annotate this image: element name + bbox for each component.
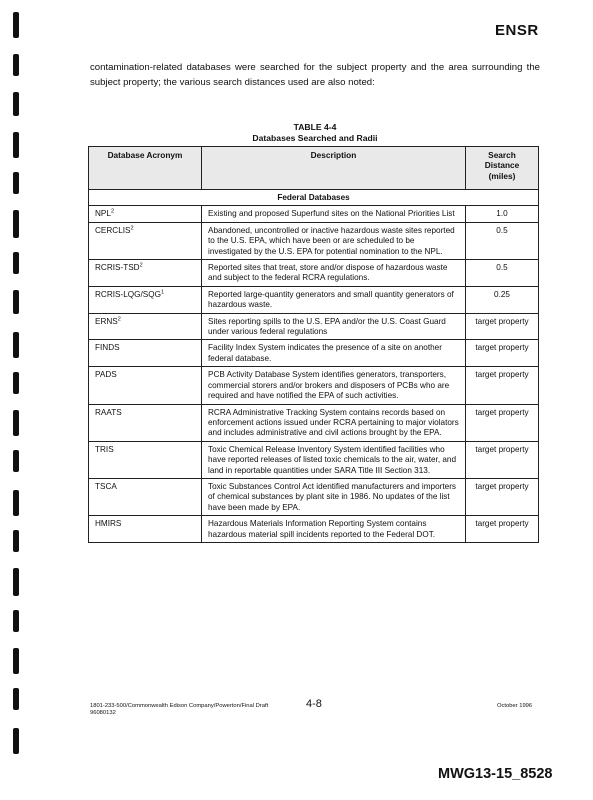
- table-row: [89, 367, 539, 404]
- description-cell: Hazardous Materials Information Reporting System contains hazardous material spill incidents reported to the Federal DOT.: [202, 516, 466, 543]
- search-distance-cell: target property: [466, 478, 539, 515]
- acronym-text: RCRIS-LQG/SQG: [95, 289, 161, 299]
- acronym-text: HMIRS: [95, 519, 122, 529]
- table-row: [89, 313, 539, 340]
- acronym-cell: [89, 516, 202, 543]
- footnote-marker: 1: [160, 289, 165, 296]
- description-cell: PCB Activity Database System identifies generators, transporters, commercial storers and/or brokers and disposers of PCBs who are required and have notified the EPA of such activities.: [202, 367, 466, 404]
- section-row: [89, 190, 539, 206]
- acronym-cell: [89, 260, 202, 287]
- doc-id: 96080132: [90, 710, 116, 716]
- databases-table: [88, 146, 539, 543]
- binding-mark: [13, 568, 19, 596]
- binding-mark: [13, 290, 19, 314]
- description-cell: Reported large-quantity generators and small quantity generators of hazardous waste.: [202, 286, 466, 313]
- acronym-cell: [89, 478, 202, 515]
- acronym-text: NPL: [95, 209, 111, 219]
- binding-mark: [13, 12, 19, 38]
- binding-mark: [13, 92, 19, 116]
- acronym-text: PADS: [95, 370, 117, 380]
- description-cell: Existing and proposed Superfund sites on the National Priorities List: [202, 206, 466, 222]
- binding-mark: [13, 648, 19, 674]
- table-row: [89, 222, 539, 259]
- description-cell: Facility Index System indicates the presence of a site on another federal database.: [202, 340, 466, 367]
- company-logo: ENSR: [495, 22, 539, 39]
- footer-date: October 1996: [497, 703, 533, 709]
- search-distance-cell: target property: [466, 313, 539, 340]
- binding-mark: [13, 530, 19, 552]
- binding-mark: [13, 132, 19, 158]
- acronym-cell: [89, 206, 202, 222]
- acronym-cell: [89, 367, 202, 404]
- footnote-marker: 2: [110, 208, 114, 215]
- binding-mark: [13, 490, 19, 516]
- acronym-text: TSCA: [95, 481, 117, 491]
- acronym-text: FINDS: [95, 343, 120, 353]
- binding-mark: [13, 450, 19, 472]
- intro-paragraph: contamination-related databases were searched for the subject property and the area surrounding the subject property; the various search distances used are also noted:: [90, 62, 540, 88]
- acronym-text: TRIS: [95, 444, 114, 454]
- binding-mark: [13, 54, 19, 76]
- binding-mark: [13, 688, 19, 710]
- description-cell: Toxic Chemical Release Inventory System identified facilities who have reported releases of listed toxic chemicals to the air, water, and land in reportable quantities under SARA Title III Section 313.: [202, 441, 466, 478]
- acronym-text: CERCLIS: [95, 225, 131, 235]
- description-cell: RCRA Administrative Tracking System contains records based on enforcement actions issued under RCRA pertaining to major violators and includes administrative and civil actions brought by the EPA.: [202, 404, 466, 441]
- binding-mark: [13, 610, 19, 632]
- doc-reference: 1801-233-500/Commonwealth Edison Company/Powerton/Final Draft: [90, 703, 269, 709]
- search-distance-cell: target property: [466, 367, 539, 404]
- acronym-text: ERNS: [95, 316, 118, 326]
- description-cell: Abandoned, uncontrolled or inactive hazardous waste sites reported to the U.S. EPA, which have been or are scheduled to be investigated by the U.S. EPA for potential nomination to the NPL.: [202, 222, 466, 259]
- acronym-cell: [89, 222, 202, 259]
- footnote-marker: 2: [117, 315, 121, 322]
- acronym-cell: [89, 286, 202, 313]
- header-search-distance: Search Distance (miles): [466, 147, 539, 190]
- search-distance-cell: target property: [466, 340, 539, 367]
- acronym-cell: [89, 441, 202, 478]
- header-acronym: Database Acronym: [89, 147, 202, 190]
- search-distance-cell: target property: [466, 404, 539, 441]
- table-caption: [90, 122, 540, 144]
- bates-number: MWG13-15_8528: [438, 766, 553, 782]
- page-number: 4-8: [306, 698, 322, 710]
- table-row: [89, 206, 539, 222]
- description-cell: Sites reporting spills to the U.S. EPA and/or the U.S. Coast Guard under various federal regulations: [202, 313, 466, 340]
- table-row: [89, 441, 539, 478]
- footnote-marker: 2: [139, 262, 143, 269]
- acronym-text: RCRIS-TSD: [95, 263, 140, 273]
- table-row: [89, 340, 539, 367]
- description-cell: Reported sites that treat, store and/or dispose of hazardous waste and subject to the federal RCRA regulations.: [202, 260, 466, 287]
- table-row: [89, 286, 539, 313]
- table-title: Databases Searched and Radii: [252, 133, 378, 143]
- binding-mark: [13, 728, 19, 754]
- search-distance-cell: 0.5: [466, 260, 539, 287]
- binding-mark: [13, 372, 19, 394]
- acronym-cell: [89, 404, 202, 441]
- search-distance-cell: 1.0: [466, 206, 539, 222]
- table-row: [89, 516, 539, 543]
- acronym-cell: [89, 313, 202, 340]
- binding-mark: [13, 410, 19, 436]
- binding-mark: [13, 172, 19, 194]
- table-row: [89, 478, 539, 515]
- binding-mark: [13, 210, 19, 238]
- search-distance-cell: target property: [466, 441, 539, 478]
- binding-mark: [13, 252, 19, 274]
- description-cell: Toxic Substances Control Act identified manufacturers and importers of chemical substances by plant site in 1986. No updates of the list have been made by EPA.: [202, 478, 466, 515]
- footnote-marker: 2: [130, 225, 134, 232]
- table-row: [89, 260, 539, 287]
- table-header-row: [89, 147, 539, 190]
- search-distance-cell: 0.5: [466, 222, 539, 259]
- acronym-text: RAATS: [95, 407, 122, 417]
- search-distance-cell: target property: [466, 516, 539, 543]
- table-row: [89, 404, 539, 441]
- binding-mark: [13, 332, 19, 358]
- header-description: Description: [202, 147, 466, 190]
- search-distance-cell: 0.25: [466, 286, 539, 313]
- table-number: TABLE 4-4: [293, 122, 337, 132]
- acronym-cell: [89, 340, 202, 367]
- footer-doc-ref: [90, 703, 268, 717]
- section-label: Federal Databases: [89, 190, 539, 206]
